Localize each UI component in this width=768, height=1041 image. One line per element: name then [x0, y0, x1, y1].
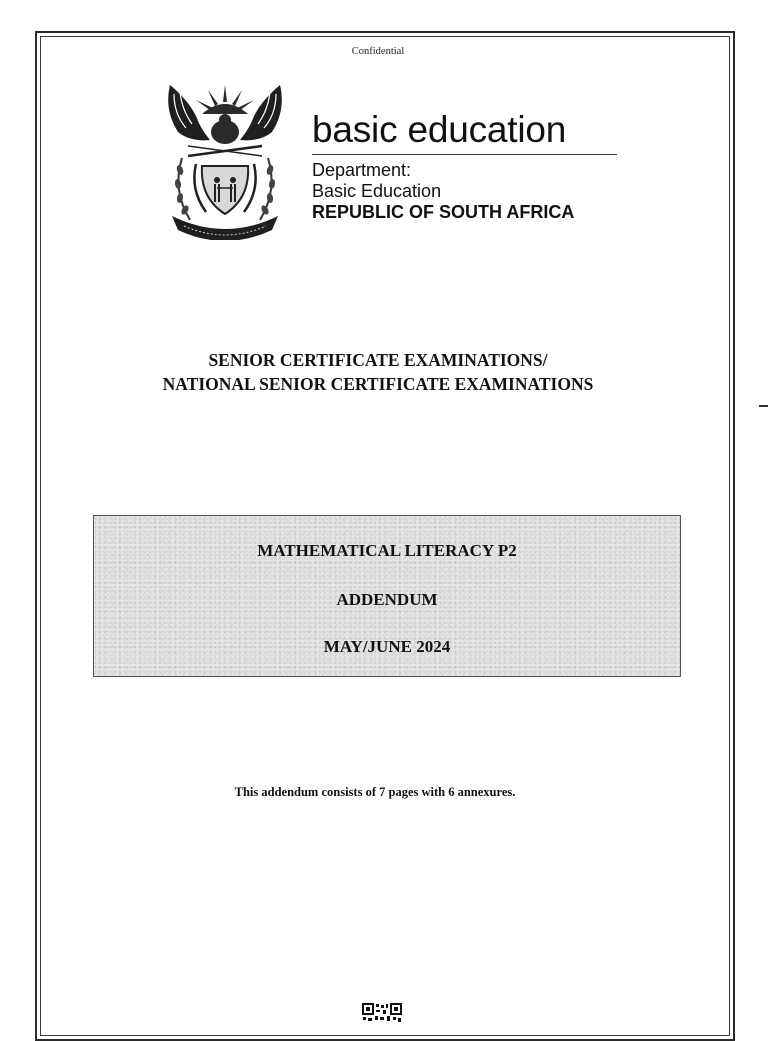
- addendum-page-count-note: This addendum consists of 7 pages with 6 annexures.: [234, 785, 516, 799]
- exam-session: MAY/JUNE 2024: [323, 637, 451, 656]
- qr-code-icon: [362, 1003, 402, 1024]
- department-block: [312, 108, 617, 223]
- exam-heading-line-2: NATIONAL SENIOR CERTIFICATE EXAMINATIONS: [162, 374, 594, 394]
- subject-title: MATHEMATICAL LITERACY P2: [257, 541, 517, 560]
- document-type: ADDENDUM: [336, 590, 438, 609]
- confidential-label: Confidential: [351, 46, 405, 57]
- exam-heading-line-1: SENIOR CERTIFICATE EXAMINATIONS/: [208, 350, 548, 370]
- department-country: REPUBLIC OF SOUTH AFRICA: [312, 202, 575, 222]
- title-box: [93, 515, 681, 677]
- department-name: Basic Education: [312, 181, 442, 201]
- department-label: Department:: [312, 160, 412, 180]
- department-brand: basic education: [312, 108, 617, 155]
- edge-mark: [759, 405, 768, 407]
- coat-of-arms-icon: [160, 80, 290, 240]
- exam-heading: [0, 348, 756, 396]
